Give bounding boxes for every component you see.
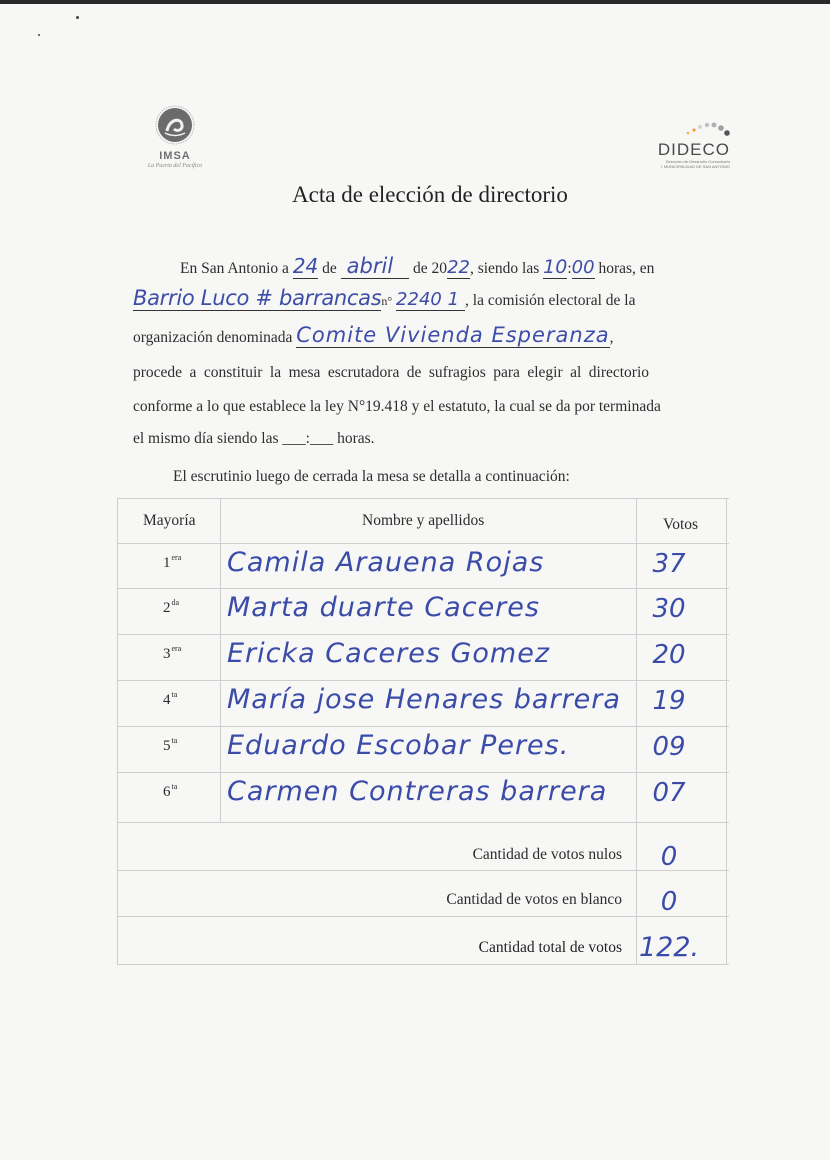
text-fragment: En San Antonio a [180, 260, 289, 277]
table-rule [117, 498, 729, 499]
candidate-votes: 20 [652, 640, 686, 670]
text-fragment: organización denominada [133, 329, 293, 346]
results-table [117, 498, 727, 968]
paragraph-line-7: El escrutinio luego de cerrada la mesa se detalla a continuación: [173, 468, 570, 485]
rank-cell [163, 738, 177, 755]
text-fragment: de [322, 260, 337, 277]
document-title: Acta de elección de directorio [292, 182, 568, 207]
header-rank: Mayoría [143, 512, 196, 529]
imsa-name: IMSA [159, 150, 191, 162]
header-name: Nombre y apellidos [362, 512, 485, 529]
text-fragment: horas. [337, 430, 375, 447]
candidate-name: Carmen Contreras barrera [227, 776, 608, 807]
rank-number: 1 [163, 555, 171, 571]
null-votes-label: Cantidad de votos nulos [472, 846, 622, 863]
total-votes-value: 122. [639, 932, 700, 963]
rank-number: 3 [163, 646, 171, 662]
dideco-name: DIDECO [657, 140, 730, 159]
page-top-edge [0, 0, 830, 4]
table-rule [117, 822, 729, 823]
null-votes-value: 0 [660, 842, 678, 872]
candidate-votes: 07 [652, 778, 686, 808]
imsa-logo [135, 105, 215, 170]
header-votes: Votos [663, 516, 699, 533]
rank-suffix: ta [171, 690, 178, 699]
paragraph-line-1 [180, 254, 654, 278]
rank-number: 5 [163, 738, 171, 754]
paper-speck [76, 16, 79, 19]
text-fragment: , la comisión electoral de la [465, 292, 636, 309]
table-rule [117, 634, 729, 635]
handwritten-hour: 10 [543, 256, 568, 278]
total-votes-label: Cantidad total de votos [478, 939, 622, 956]
rank-suffix: da [171, 598, 180, 607]
table-rule [117, 680, 729, 681]
candidate-votes: 19 [652, 686, 686, 716]
handwritten-place: Barrio Luco # barrancas [133, 286, 382, 310]
rank-cell [163, 555, 181, 572]
rank-cell [163, 646, 181, 663]
rank-suffix: ta [171, 782, 178, 791]
table-rule [117, 870, 729, 871]
dideco-logo [640, 118, 730, 169]
rank-number: 4 [163, 692, 171, 708]
time-colon: : [567, 260, 572, 277]
text-fragment: de 20 [413, 260, 448, 277]
table-rule [726, 498, 727, 965]
rank-suffix: era [171, 644, 182, 653]
text-fragment: , siendo las [469, 260, 540, 277]
paper-speck [38, 34, 40, 36]
rank-number: 2 [163, 600, 171, 616]
rank-cell [163, 692, 177, 709]
blank-votes-value: 0 [660, 887, 678, 917]
dideco-subtitle: Dirección de Desarrollo Comunitario [665, 159, 730, 164]
handwritten-organization: Comite Vivienda Esperanza [296, 323, 610, 347]
imsa-emblem-icon [155, 105, 195, 145]
rank-cell [163, 784, 177, 801]
rank-number: 6 [163, 784, 171, 800]
table-rule [220, 498, 221, 823]
text-fragment: , [609, 329, 614, 346]
handwritten-number: 2240 1 [396, 289, 465, 311]
table-rule [117, 964, 729, 965]
paragraph-line-5: conforme a lo que establece la ley N°19.418 y el estatuto, la cual se da por terminada [133, 398, 661, 415]
candidate-votes: 37 [652, 549, 686, 579]
imsa-tagline: La Puerta del Pacífico [147, 163, 203, 169]
dideco-municipality: I. MUNICIPALIDAD DE SAN ANTONIO [660, 164, 730, 169]
handwritten-day: 24 [292, 254, 319, 278]
candidate-name: Ericka Caceres Gomez [227, 638, 551, 669]
rank-suffix: ta [171, 736, 178, 745]
text-fragment: el mismo día siendo las [133, 430, 279, 447]
handwritten-month: abril [341, 254, 410, 279]
text-fragment: horas, en [598, 260, 655, 277]
text-fragment: n° [381, 294, 393, 308]
paragraph-line-3 [133, 323, 614, 347]
candidate-name: Eduardo Escobar Peres. [227, 730, 570, 761]
paragraph-line-4: procede a constituir la mesa escrutadora de sufragios para elegir al directorio [133, 364, 650, 381]
handwritten-year: 22 [447, 257, 470, 278]
table-rule [117, 916, 729, 917]
candidate-name: Marta duarte Caceres [227, 592, 540, 623]
dideco-dots-icon [670, 118, 730, 136]
blank-time: ___:___ [282, 430, 334, 447]
rank-suffix: era [171, 553, 182, 562]
candidate-name: Camila Arauena Rojas [227, 547, 545, 578]
handwritten-minute: 00 [571, 257, 595, 278]
table-rule [117, 772, 729, 773]
paragraph-line-2 [133, 286, 635, 310]
table-rule [117, 726, 729, 727]
table-rule [117, 498, 118, 965]
candidate-votes: 09 [652, 732, 686, 762]
paragraph-line-6 [133, 430, 375, 448]
table-rule [117, 588, 729, 589]
candidate-votes: 30 [652, 594, 686, 624]
rank-cell [163, 600, 179, 617]
table-rule [636, 498, 637, 965]
table-rule [117, 543, 729, 544]
blank-votes-label: Cantidad de votos en blanco [446, 891, 622, 908]
candidate-name: María jose Henares barrera [227, 684, 621, 715]
